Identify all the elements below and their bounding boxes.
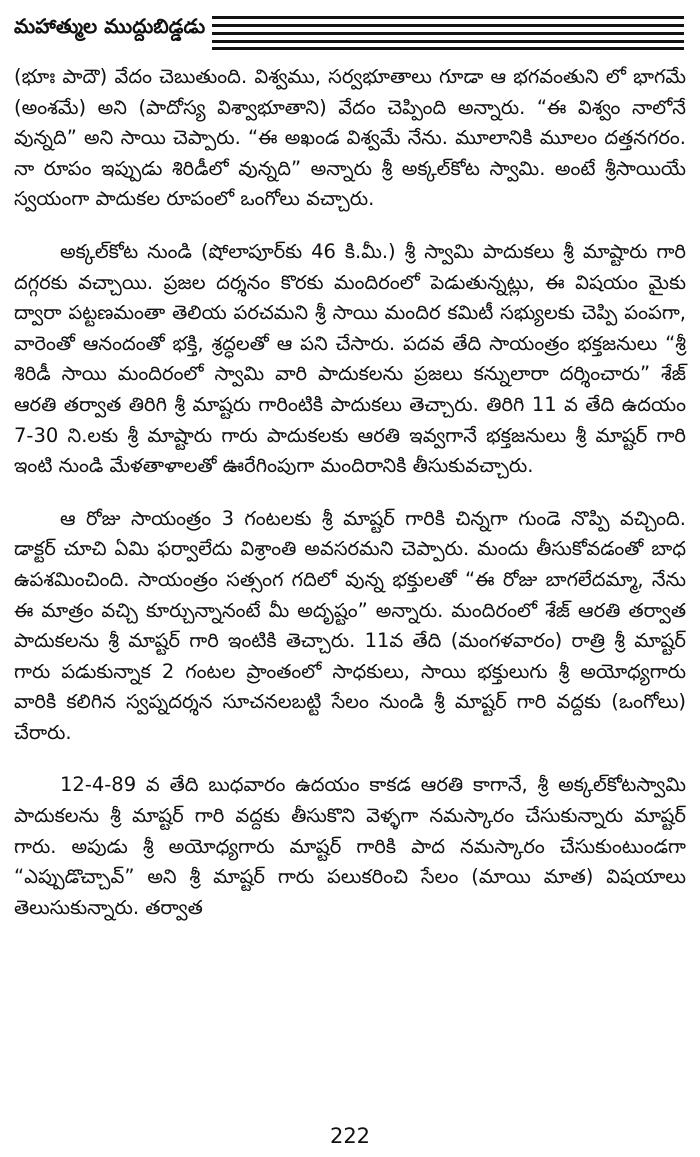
header-rule bbox=[212, 40, 684, 43]
page-body bbox=[14, 62, 686, 923]
header-rules bbox=[212, 16, 684, 50]
paragraph-2: అక్కల్‌కోట నుండి (షోలాపూర్‌కు 46 కి.మీ.) శ్రీ స్వామి పాదుకలు శ్రీ మాష్టారు గారి దగ్గరకు వచ్చాయి. ప్రజల దర్శనం కొరకు మందిరంలో పెడుతున్నట్లు, ఈ విషయం మైకు ద్వారా పట్టణమంతా తెలియ పరచమని శ్రీ సాయి మందిర కమిటీ సభ్యులకు చెప్పి పంపగా, వారెంతో ఆనందంతో భక్తి, శ్రద్ధలతో ఆ పని చేసారు. పదవ తేది సాయంత్రం భక్తజనులు “శ్రీ శిరిడీ సాయి మందిరంలో స్వామి వారి పాదుకలను ప్రజలు కన్నులారా దర్శించారు” శేజ్ ఆరతి తర్వాత తిరిగి శ్రీ మాష్టరు గారింటికి పాదుకలు తెచ్చారు. తిరిగి 11 వ తేది ఉదయం 7-30 ని.లకు శ్రీ మాష్టారు గారు పాదుకలకు ఆరతి ఇవ్వగానే భక్తజనులు శ్రీ మాష్టర్ గారి ఇంటి నుండి మేళతాళాలతో ఊరేగింపుగా మందిరానికి తీసుకువచ్చారు. bbox=[14, 239, 686, 478]
header-rule bbox=[212, 47, 684, 50]
paragraph-3: ఆ రోజు సాయంత్రం 3 గంటలకు శ్రీ మాష్టర్ గారికి చిన్నగా గుండె నొప్పి వచ్చింది. డాక్టర్ చూచి ఏమి ఫర్వాలేదు విశ్రాంతి అవసరమని చెప్పారు. మందు తీసుకోవడంతో బాధ ఉపశమించింది. సాయంత్రం సత్సంగ గదిలో వున్న భక్తులతో “ఈ రోజు బాగలేదమ్మా, నేను ఈ మాత్రం వచ్చి కూర్చున్నానంటే మీ అదృష్టం” అన్నారు. మందిరంలో శేజ్ ఆరతి తర్వాత పాదుకలను శ్రీ మాష్టర్ గారి ఇంటికి తెచ్చారు. 11వ తేది (మంగళవారం) రాత్రి శ్రీ మాష్టర్ గారు పడుకున్నాక 2 గంటల ప్రాంతంలో సాధకులు, సాయి భక్తులుగు శ్రీ అయోధ్యగారు వారికి కలిగిన స్వప్నదర్శన సూచనలబట్టి సేలం నుండి శ్రీ మాష్టర్ గారి వద్దకు (ఒంగోలు) చేరారు. bbox=[14, 506, 686, 744]
header-rule bbox=[212, 24, 684, 27]
page-number: 222 bbox=[329, 1124, 371, 1148]
paragraph-1: (భూః పాదౌ) వేదం చెబుతుంది. విశ్వము, సర్వభూతాలు గూడా ఆ భగవంతుని లో భాగమే (అంశమే) అని (పాదోస్య విశ్వాభూతాని) వేదం చెప్పింది అన్నారు. “ఈ విశ్వం నాలోనే వున్నది” అని సాయి చెప్పారు. “ఈ అఖండ విశ్వమే నేను. మూలానికి మూలం దత్తనగరం. నా రూపం ఇప్పుడు శిరిడీలో వున్నది” అన్నారు శ్రీ అక్కల్‌కోట స్వామి. అంటే శ్రీసాయియే స్వయంగా పాదుకల రూపంలో ఒంగోలు వచ్చారు. bbox=[14, 65, 686, 211]
page-header bbox=[0, 0, 700, 52]
running-header-title: మహాత్ముల ముద్దుబిడ్డడు bbox=[14, 14, 206, 38]
header-rule bbox=[212, 16, 684, 19]
header-rule bbox=[212, 32, 684, 35]
paragraph-4: 12-4-89 వ తేది బుధవారం ఉదయం కాకడ ఆరతి కాగానే, శ్రీ అక్కల్‌కోటస్వామి పాదుకలను శ్రీ మాష్టర్ గారి వద్దకు తీసుకొని వెళ్ళగా నమస్కారం చేసుకున్నారు మాష్టర్ గారు. అపుడు శ్రీ అయోధ్యగారు మాష్టర్ గారికి పాద నమస్కారం చేసుకుంటుండగా “ఎప్పుడొచ్చావ్” అని శ్రీ మాష్టర్ గారు పలుకరించి సేలం (మాయి మాత) విషయాలు తెలుసుకున్నారు. తర్వాత bbox=[14, 773, 686, 919]
